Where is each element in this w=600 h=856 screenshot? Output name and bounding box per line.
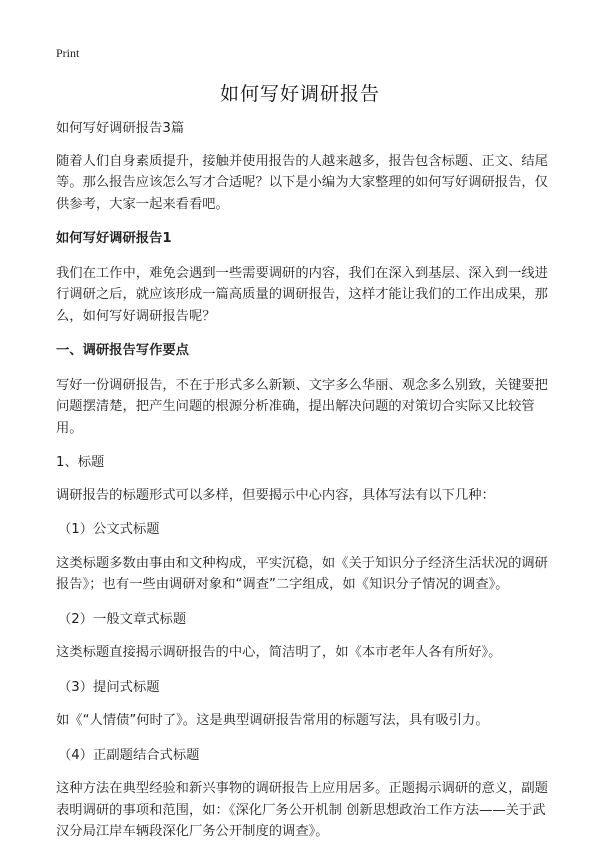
document-body	[56, 118, 552, 856]
intro-paragraph: 随着人们自身素质提升，接触并使用报告的人越来越多，报告包含标题、正文、结尾等。那么报告应该怎么写才合适呢？以下是小编为大家整理的如何写好调研报告，仅供参考，大家一起来看看吧。	[56, 153, 548, 212]
type3-paragraph: 如《“人情债”何时了》。这是典型调研报告常用的标题写法，具有吸引力。	[56, 713, 489, 728]
type4-heading: （4）正副题结合式标题	[58, 747, 200, 763]
type1-heading: （1）公文式标题	[58, 522, 160, 537]
type1-paragraph: 这类标题多数由事由和文种构成，平实沉稳，如《关于知识分子经济生活状况的调研报告》；也有一些由调研对象和“调查”二字组成，如《知识分子情况的调查》。	[56, 555, 548, 592]
section1-paragraph: 我们在工作中，难免会遇到一些需要调研的内容，我们在深入到基层、深入到一线进行调研之后，就应该形成一篇高质量的调研报告，这样才能让我们的工作出成果，那么，如何写好调研报告呢？	[56, 265, 548, 324]
part1-heading: 一、调研报告写作要点	[56, 343, 189, 358]
type2-heading: （2）一般文章式标题	[58, 611, 187, 627]
print-label: Print	[56, 46, 80, 60]
type4-paragraph: 这种方法在典型经验和新兴事物的调研报告上应用居多。正题揭示调研的意义，副题表明调研的事项和范围，如：《深化厂务公开机制 创新思想政治工作方法——关于武汉分局江岸车辆段深化厂务公开制度的调查》。	[56, 781, 548, 839]
document-title: 如何写好调研报告	[219, 83, 380, 105]
section1-heading: 如何写好调研报告1	[56, 231, 172, 246]
point1-heading: 1、标题	[56, 455, 105, 470]
type2-paragraph: 这类标题直接揭示调研报告的中心，简洁明了，如《本市老年人各有所好》。	[56, 645, 502, 660]
document-subtitle: 如何写好调研报告3篇	[56, 121, 185, 136]
type3-heading: （3）提问式标题	[58, 679, 160, 695]
point1-paragraph: 调研报告的标题形式可以多样，但要揭示中心内容，具体写法有以下几种：	[56, 487, 495, 503]
part1-paragraph: 写好一份调研报告，不在于形式多么新颖、文字多么华丽、观念多么别致，关键要把问题摆清楚，把产生问题的根源分析准确，提出解决问题的对策切合实际又比较管用。	[56, 377, 548, 436]
